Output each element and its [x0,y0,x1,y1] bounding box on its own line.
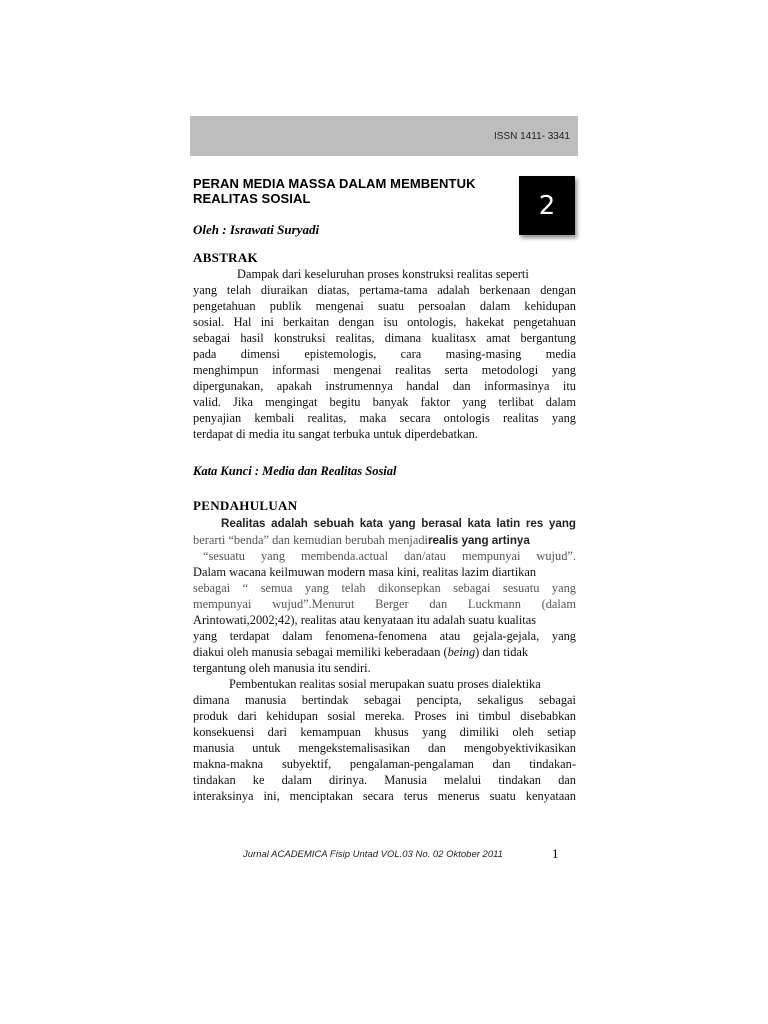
intro-line: produk dari kehidupan sosial mereka. Proses ini timbul disebabkan [193,709,576,723]
abstract-line: Dampak dari keseluruhan proses konstruksi realitas seperti [237,267,529,281]
intro-line [193,644,576,660]
intro-line: dimana manusia bertindak sebagai pencipta, sekaligus sebagai [193,693,576,707]
abstract-line: pada dimensi epistemologis, cara masing-masing media [193,347,576,361]
intro-line: manusia untuk mengekstemalisasikan dan mengobyektivikasikan [193,741,576,755]
intro-line: mempunyai wujud”.Menurut Berger dan Luckmann (dalam [193,597,576,611]
abstract-line: penyajian kembali realitas, maka secara ontologis realitas yang [193,411,576,425]
intro-line: Dalam wacana keilmuwan modern masa kini, realitas lazim diartikan [193,565,537,579]
article-title-line-2: REALITAS SOSIAL [193,191,311,206]
abstract-text [193,266,576,442]
article-title [193,176,513,206]
intro-line: Pembentukan realitas sosial merupakan suatu proses dialektika [229,677,541,691]
article-number-badge [519,176,575,235]
abstract-line: terdapat di media itu sangat terbuka untuk diperdebatkan. [193,427,478,441]
intro-line-part: diakui oleh manusia sebagai memiliki keberadaan ( [193,645,448,659]
intro-line: sebagai “ semua yang telah dikonsepkan sebagai sesuatu yang [193,581,576,595]
article-title-line-1: PERAN MEDIA MASSA DALAM MEMBENTUK [193,176,476,191]
journal-footer: Jurnal ACADEMICA Fisip Untad VOL.03 No. 02 Oktober 2011 [243,849,503,860]
abstract-line: menghimpun informasi mengenai realitas serta metodologi yang [193,363,576,377]
intro-line: konsekuensi dari kemampuan khusus yang dimiliki oleh setiap [193,725,576,739]
intro-line: “sesuatu yang membenda.actual dan/atau mempunyai wujud”. [203,549,576,563]
intro-line: tergantung oleh manusia itu sendiri. [193,661,371,675]
page-number: 1 [552,846,559,861]
intro-line-part: realis yang artinya [427,534,530,547]
keywords: Kata Kunci : Media dan Realitas Sosial [193,464,397,478]
introduction-paragraph-1 [193,516,576,676]
intro-line: Realitas adalah sebuah kata yang berasal kata latin res yang [221,517,576,530]
abstract-heading: ABSTRAK [193,250,258,265]
abstract-line: sebagai hasil konstruksi realitas, dimana kualitasx amat bergantung [193,331,576,345]
author-line: Oleh : Israwati Suryadi [193,222,320,237]
intro-line: makna-makna subyektif, pengalaman-pengalaman dan tindakan- [193,757,576,771]
abstract-line: yang telah diuraikan diatas, pertama-tama adalah berkenaan dengan [193,283,576,297]
intro-line: yang terdapat dalam fenomena-fenomena atau gejala-gejala, yang [193,629,576,643]
abstract-line: sosial. Hal ini berkaitan dengan isu ontologis, hakekat pengetahuan [193,315,576,329]
abstract-line: pengetahuan publik mengenai suatu persoalan dalam kehidupan [193,299,576,313]
intro-line: interaksinya ini, menciptakan secara terus menerus suatu kenyataan [193,789,576,803]
abstract-line: dipergunakan, apakah instrumennya handal dan informasinya itu [193,379,576,393]
intro-line-part: berarti “benda” dan kemudian berubah menjadi [193,533,428,547]
intro-line-part: ) dan tidak [475,645,529,659]
intro-line [193,532,576,548]
intro-line: Arintowati,2002;42), realitas atau kenyataan itu adalah suatu kualitas [193,613,537,627]
abstract-line: valid. Jika mengingat begitu banyak faktor yang terlibat dalam [193,395,576,409]
issn-header-bar [190,116,578,156]
intro-line: tindakan ke dalam dirinya. Manusia melalui tindakan dan [193,773,576,787]
introduction-heading: PENDAHULUAN [193,498,298,513]
introduction-paragraph-2 [193,676,576,804]
intro-line-part: being [447,645,476,659]
issn-label: ISSN 1411- 3341 [494,131,570,142]
article-number: 2 [538,190,556,221]
